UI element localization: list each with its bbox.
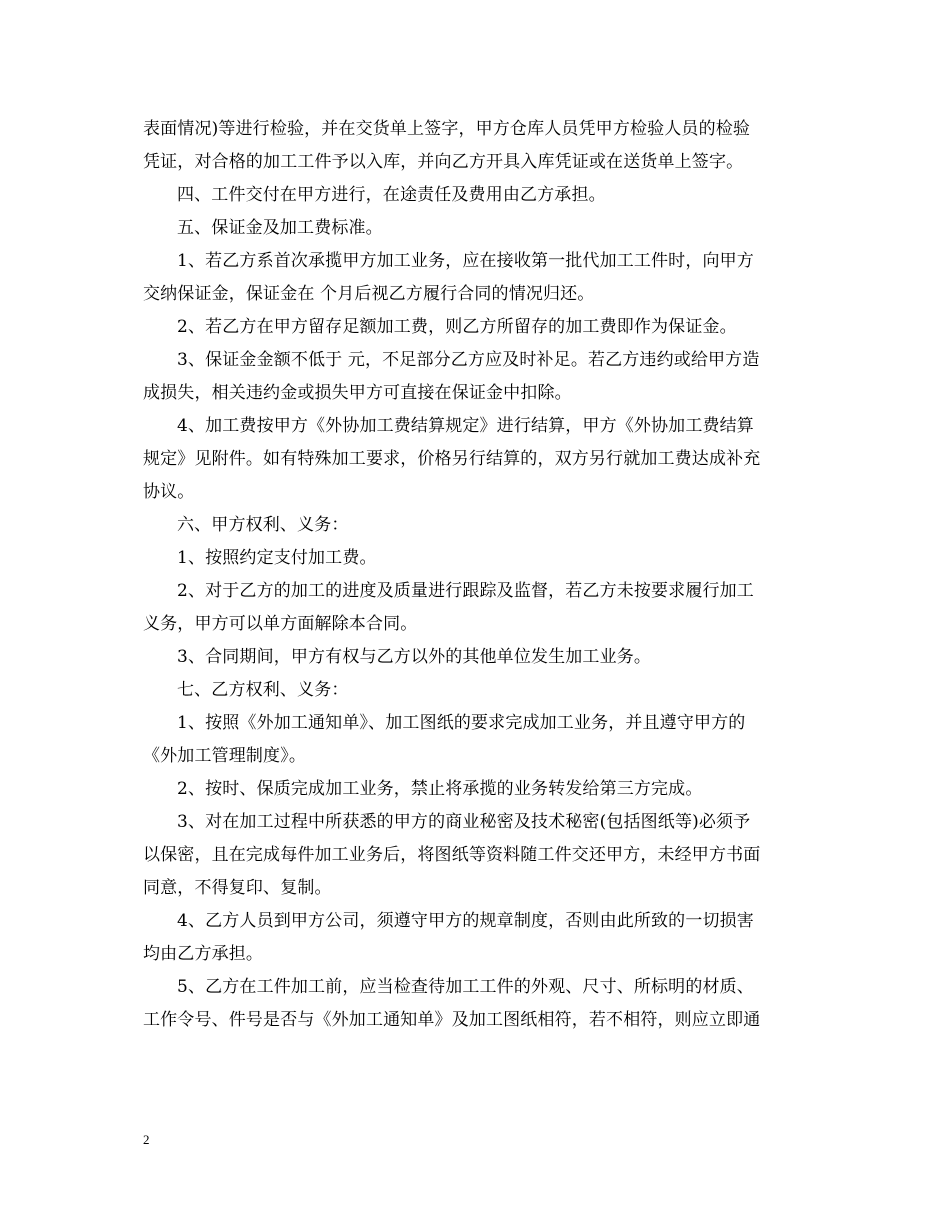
page-number: 2 xyxy=(143,1132,150,1147)
text-line: 1、按照约定支付加工费。 xyxy=(177,548,377,568)
text-line: 3、保证金金额不低于 元，不足部分乙方应及时补足。若乙方违约或给甲方造 xyxy=(177,350,760,370)
text-line: 《外加工管理制度》。 xyxy=(143,746,306,766)
text-line: 表面情况)等进行检验，并在交货单上签字，甲方仓库人员凭甲方检验人员的检验 xyxy=(143,119,751,139)
text-line: 1、若乙方系首次承揽甲方加工业务，应在接收第一批代加工工件时，向甲方 xyxy=(177,251,754,271)
text-line: 以保密，且在完成每件加工业务后，将图纸等资料随工件交还甲方，未经甲方书面 xyxy=(143,845,761,865)
text-line: 成损失，相关违约金或损失甲方可直接在保证金中扣除。 xyxy=(143,383,572,403)
text-line: 1、按照《外加工通知单》、加工图纸的要求完成加工业务，并且遵守甲方的 xyxy=(177,713,746,733)
text-line: 协议。 xyxy=(143,482,195,502)
text-line: 六、甲方权利、义务： xyxy=(177,515,349,535)
text-line: 交纳保证金，保证金在 个月后视乙方履行合同的情况归还。 xyxy=(143,284,595,304)
text-line: 五、保证金及加工费标准。 xyxy=(177,218,383,238)
text-line: 凭证，对合格的加工工件予以入库，并向乙方开具入库凭证或在送货单上签字。 xyxy=(143,152,744,172)
text-line: 3、合同期间，甲方有权与乙方以外的其他单位发生加工业务。 xyxy=(177,647,652,667)
text-line: 同意，不得复印、复制。 xyxy=(143,878,332,898)
text-line: 七、乙方权利、义务： xyxy=(177,680,349,700)
text-line: 4、乙方人员到甲方公司，须遵守甲方的规章制度，否则由此所致的一切损害 xyxy=(177,911,754,931)
text-line: 2、对于乙方的加工的进度及质量进行跟踪及监督，若乙方未按要求履行加工 xyxy=(177,581,754,601)
document-body xyxy=(143,113,813,1037)
text-line: 工作令号、件号是否与《外加工通知单》及加工图纸相符，若不相符，则应立即通 xyxy=(143,1010,761,1030)
text-line: 3、对在加工过程中所获悉的甲方的商业秘密及技术秘密(包括图纸等)必须予 xyxy=(177,812,751,832)
text-line: 义务，甲方可以单方面解除本合同。 xyxy=(143,614,418,634)
text-line: 规定》见附件。如有特殊加工要求，价格另行结算的，双方另行就加工费达成补充 xyxy=(143,449,761,469)
text-line: 2、若乙方在甲方留存足额加工费，则乙方所留存的加工费即作为保证金。 xyxy=(177,317,737,337)
text-line: 4、加工费按甲方《外协加工费结算规定》进行结算，甲方《外协加工费结算 xyxy=(177,416,754,436)
text-line: 均由乙方承担。 xyxy=(143,944,264,964)
text-line: 2、按时、保质完成加工业务，禁止将承揽的业务转发给第三方完成。 xyxy=(177,779,703,799)
text-line: 5、乙方在工件加工前，应当检查待加工工件的外观、尺寸、所标明的材质、 xyxy=(177,977,754,997)
text-line: 四、工件交付在甲方进行，在途责任及费用由乙方承担。 xyxy=(177,185,606,205)
